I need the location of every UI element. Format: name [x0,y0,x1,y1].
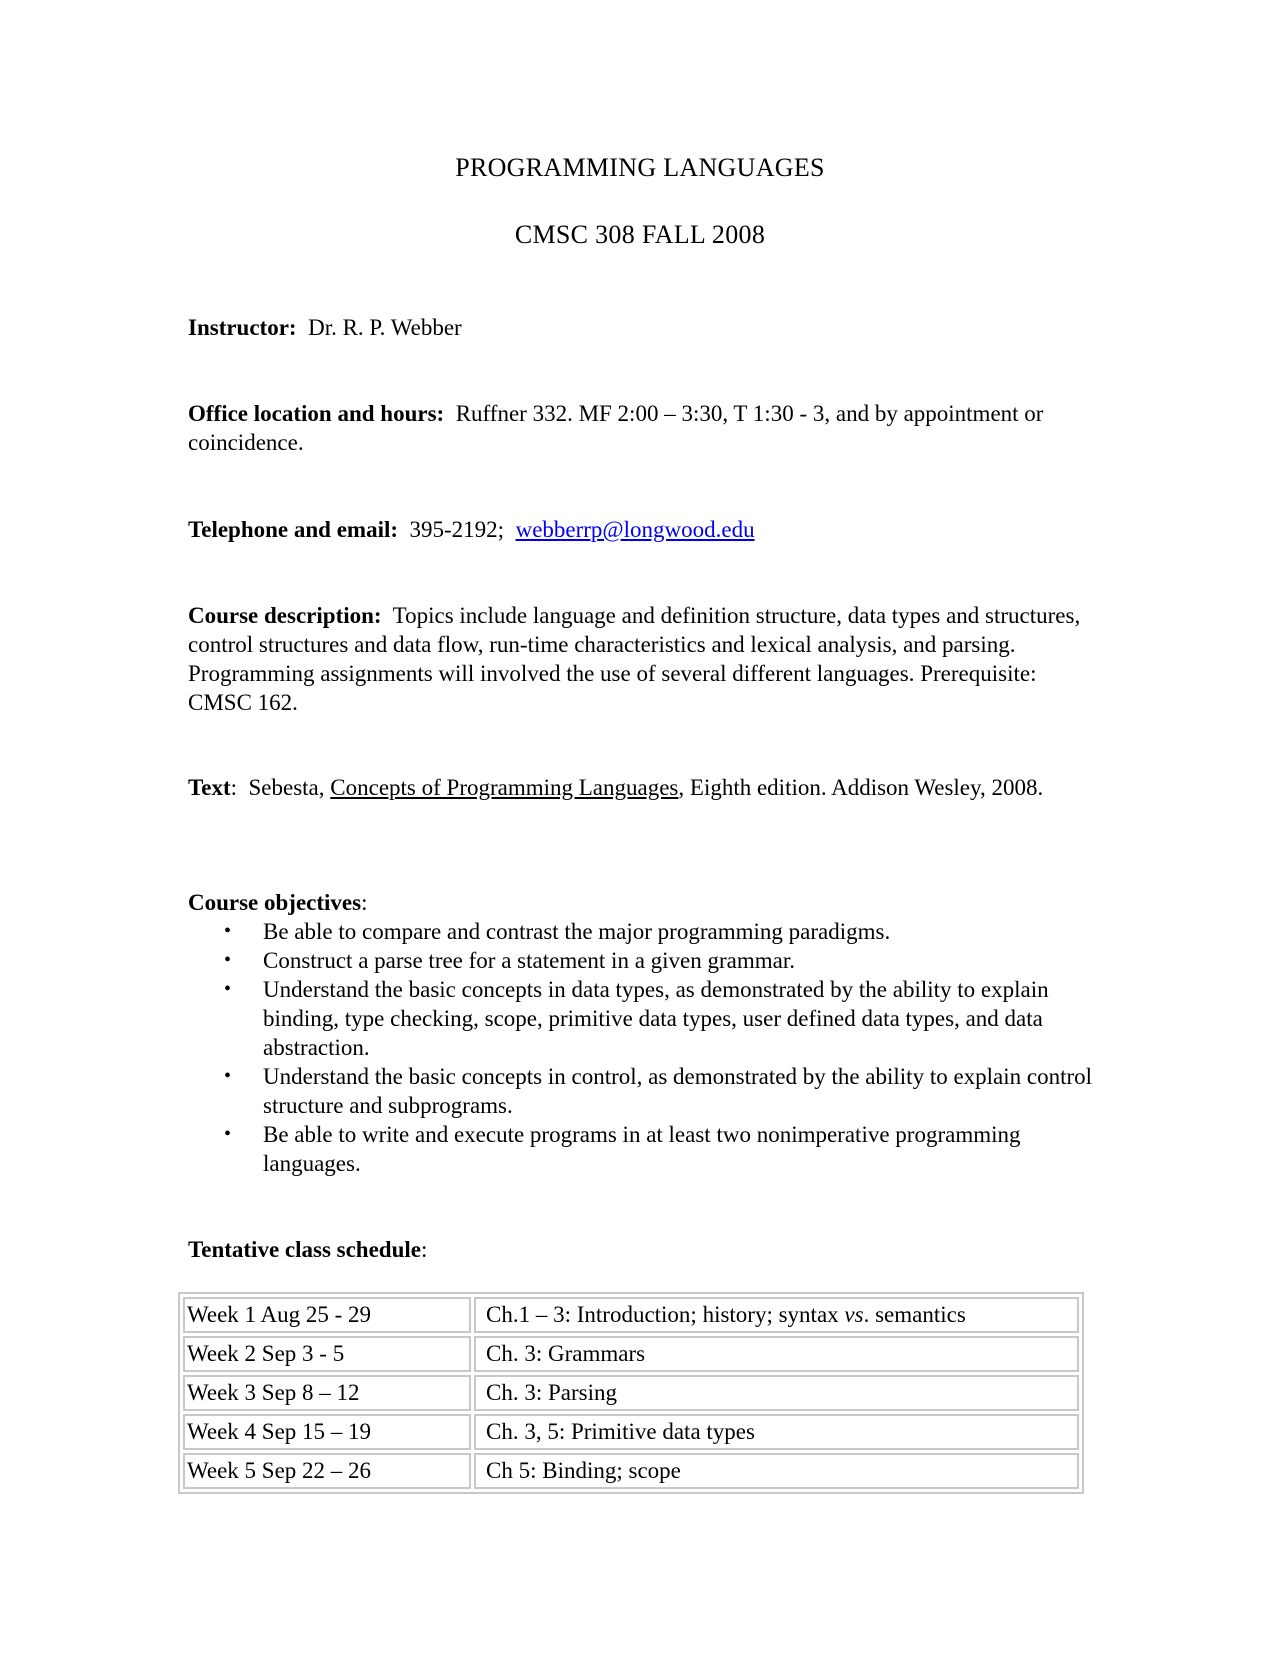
description-label: Course description: [188,603,382,628]
textbook-label: Text [188,775,231,800]
objective-text: Understand the basic concepts in data types, as demonstrated by the ability to explain binding, type checking, scope, primitive data types, user defined data types, and data abstraction. [263,977,1049,1060]
textbook-label-colon: : [230,775,237,800]
topic-text: Ch. 3, 5: Primitive data types [486,1419,755,1444]
table-row [183,1297,1079,1333]
table-row [183,1336,1079,1372]
schedule-table [178,1292,1084,1494]
schedule-label: Tentative class schedule [188,1237,421,1262]
objective-text: Construct a parse tree for a statement in a given grammar. [263,948,795,973]
instructor-section [188,313,1088,342]
contact-section [188,515,1088,544]
instructor-name: Dr. R. P. Webber [308,315,462,340]
topic-text: Ch. 3: Grammars [486,1341,646,1366]
objective-text: Be able to compare and contrast the major programming paradigms. [263,919,891,944]
bullet-icon: • [224,1123,232,1145]
topic-cell [474,1414,1079,1450]
list-item [188,1062,1093,1120]
topic-cell [474,1453,1079,1489]
document-title: PROGRAMMING LANGUAGES [455,153,825,182]
textbook-author: Sebesta, [248,775,325,800]
objectives-label: Course objectives [188,890,362,915]
topic-cell [474,1297,1079,1333]
bullet-icon: • [224,1065,232,1087]
topic-italic: vs [844,1302,864,1327]
bullet-icon: • [224,920,232,942]
topic-text: Ch.1 – 3: Introduction; history; syntax [486,1302,845,1327]
week-cell: Week 5 Sep 22 – 26 [183,1453,471,1489]
week-cell: Week 3 Sep 8 – 12 [183,1375,471,1411]
description-section [188,601,1088,717]
week-cell: Week 2 Sep 3 - 5 [183,1336,471,1372]
schedule-heading [188,1235,1088,1264]
topic-cell [474,1336,1079,1372]
table-row [183,1453,1079,1489]
topic-text: Ch. 3: Parsing [486,1380,617,1405]
textbook-details: , Eighth edition. Addison Wesley, 2008. [678,775,1044,800]
textbook-section [188,773,1088,802]
bullet-icon: • [224,978,232,1000]
week-cell: Week 4 Sep 15 – 19 [183,1414,471,1450]
description-text: Topics include language and definition structure, data types and structures, control structures and data flow, run-time characteristics and lexical analysis, and parsing. Programming assignments will involved the use of several different languages. Prerequisite: CMSC 162. [188,603,1081,715]
objective-text: Be able to write and execute programs in at least two nonimperative programming languages. [263,1122,1021,1176]
topic-text: Ch 5: Binding; scope [486,1458,681,1483]
objective-text: Understand the basic concepts in control, as demonstrated by the ability to explain control structure and subprograms. [263,1064,1093,1118]
list-item [188,946,1093,975]
list-item [188,1120,1093,1178]
table-row [183,1414,1079,1450]
table-row [183,1375,1079,1411]
objectives-heading [188,888,1088,917]
schedule-label-colon: : [421,1237,428,1262]
objectives-section [188,888,1093,1178]
office-details: Ruffner 332. MF 2:00 – 3:30, T 1:30 - 3, and by appointment or coincidence. [188,401,1044,455]
objectives-list [188,917,1093,1178]
email-link[interactable]: webberrp@longwood.edu [515,517,755,542]
phone-number: 395-2192; [409,517,505,542]
week-cell: Week 1 Aug 25 - 29 [183,1297,471,1333]
instructor-label: Instructor: [188,315,297,340]
office-section [188,399,1088,457]
office-label: Office location and hours: [188,401,445,426]
list-item [188,917,1093,946]
topic-text-after: . semantics [863,1302,966,1327]
list-item [188,975,1093,1062]
bullet-icon: • [224,949,232,971]
contact-label: Telephone and email: [188,517,399,542]
objectives-label-colon: : [361,890,368,915]
topic-cell [474,1375,1079,1411]
textbook-title: Concepts of Programming Languages [330,775,679,800]
course-code-term: CMSC 308 FALL 2008 [514,220,766,249]
